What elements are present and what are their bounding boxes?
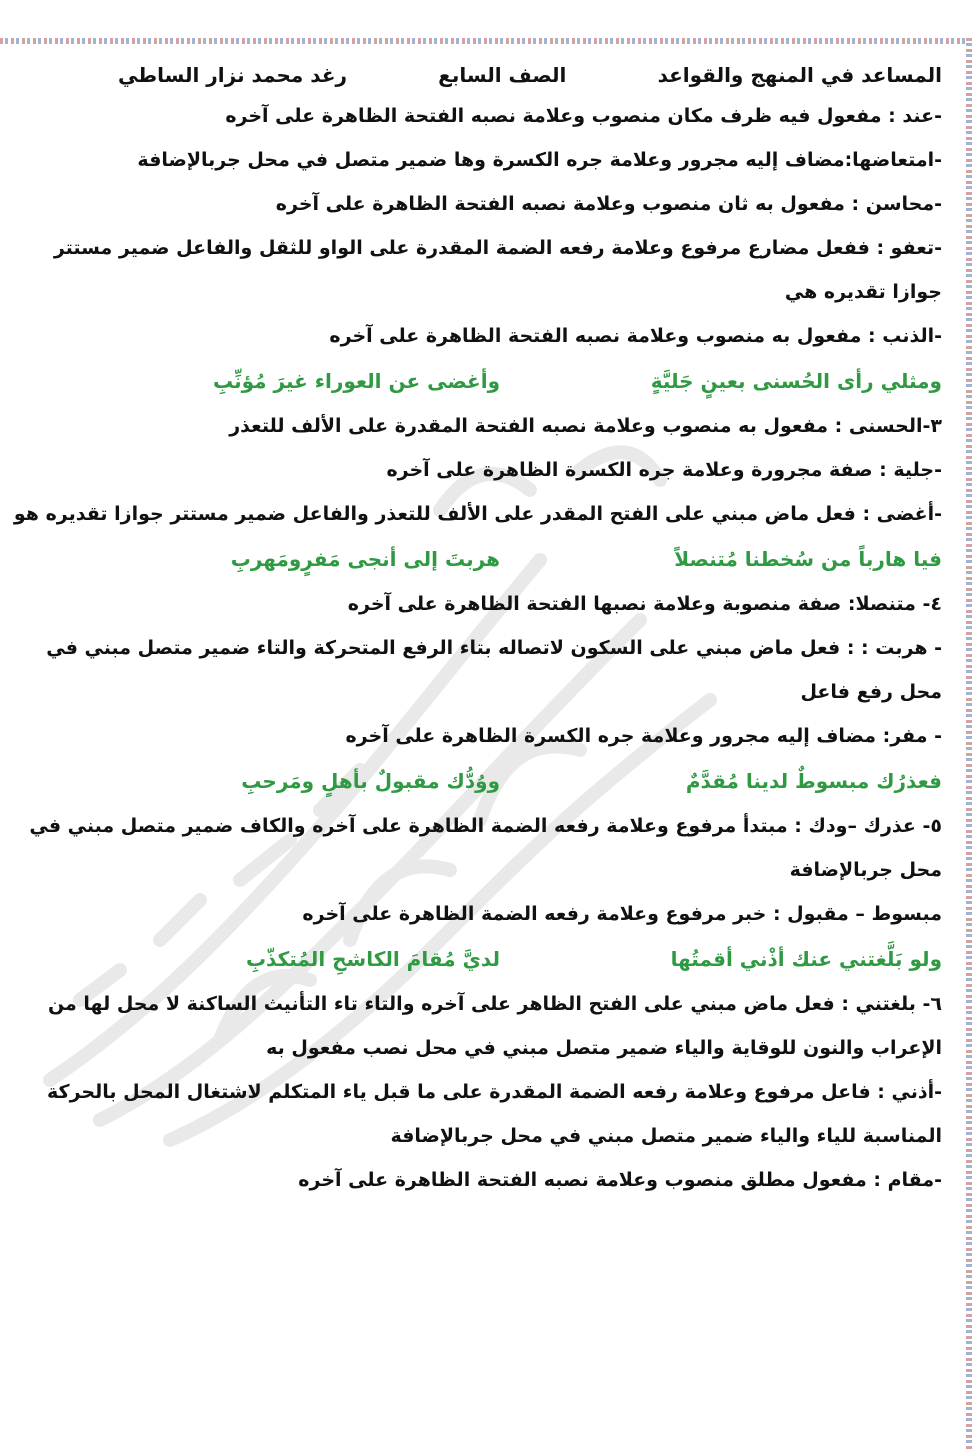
verse-second-hemistich: هربتَ إلى أنجى مَفرٍومَهربِ — [230, 547, 500, 571]
parsing-line: -محاسن : مفعول به ثان منصوب وعلامة نصبه الفتحة الظاهرة على آخره — [275, 193, 942, 215]
parsing-line: -أذني : فاعل مرفوع وعلامة رفعه الضمة المقدرة على ما قبل ياء المتكلم لاشتغال المحل بالحركة المناسبة للياء والياء ضمير متصل مبني في محل جربالإضافة — [47, 1081, 942, 1147]
parsing-line: -امتعاضها:مضاف إليه مجرور وعلامة جره الكسرة وها ضمير متصل في محل جربالإضافة — [137, 149, 942, 171]
parsing-line: -أغضى : فعل ماض مبني على الفتح المقدر على الألف للتعذر والفاعل ضمير مستتر جوازا تقديره هو — [13, 503, 942, 525]
parsing-line: -تعفو : ففعل مضارع مرفوع وعلامة رفعه الضمة المقدرة على الواو للثقل والفاعل ضمير مستتر جوازا تقديره هي — [53, 237, 942, 303]
parsing-line: -مقام : مفعول مطلق منصوب وعلامة نصبه الفتحة الظاهرة على آخره — [298, 1169, 942, 1191]
parsing-line: -جلية : صفة مجرورة وعلامة جره الكسرة الظاهرة على آخره — [386, 459, 942, 481]
poem-verse — [18, 758, 942, 804]
verse-second-hemistich: ووُدُّك مقبولٌ بأهلٍ ومَرحبِ — [241, 769, 500, 793]
parsing-line: مبسوط – مقبول : خبر مرفوع وعلامة رفعه الضمة الظاهرة على آخره — [302, 903, 942, 925]
poem-verse — [18, 358, 942, 404]
parsing-line: -الذنب : مفعول به منصوب وعلامة نصبه الفتحة الظاهرة على آخره — [329, 325, 942, 347]
verse-first-hemistich: فيا هارباً من سُخطنا مُتنصلاً — [674, 547, 942, 571]
page-header — [18, 56, 942, 94]
parsing-line: ٣-الحسنى : مفعول به منصوب وعلامة نصبه الفتحة المقدرة على الألف للتعذر — [229, 415, 942, 437]
poem-verse — [18, 936, 942, 982]
parsing-line: -عند : مفعول فيه ظرف مكان منصوب وعلامة نصبه الفتحة الظاهرة على آخره — [225, 105, 942, 127]
verse-second-hemistich: وأغضى عن العوراء غيرَ مُؤنِّبِ — [212, 369, 500, 393]
parsing-line: - مفر: مضاف إليه مجرور وعلامة جره الكسرة الظاهرة على آخره — [345, 725, 942, 747]
parsing-line: ٥- عذرك –ودك : مبتدأ مرفوع وعلامة رفعه الضمة الظاهرة على آخره والكاف ضمير متصل مبني في محل جربالإضافة — [29, 815, 942, 881]
verse-first-hemistich: ولو بَلَّغتني عنك أذْني أقمتُها — [670, 947, 942, 971]
poem-verse — [18, 536, 942, 582]
document-content — [13, 94, 942, 1202]
subject-title: المساعد في المنهج والقواعد — [657, 63, 942, 87]
verse-first-hemistich: ومثلي رأى الحُسنى بعينٍ جَليَّةٍ — [650, 369, 942, 393]
decorative-border-top — [0, 38, 968, 44]
parsing-line: - هربت : : فعل ماض مبني على السكون لاتصاله بتاء الرفع المتحركة والتاء ضمير متصل مبني في محل رفع فاعل — [46, 637, 942, 703]
document-page — [13, 56, 942, 1202]
verse-first-hemistich: فعذرُك مبسوطٌ لدينا مُقدَّمٌ — [685, 769, 942, 793]
author-name: رغد محمد نزار الساطي — [118, 63, 348, 87]
decorative-border-right — [966, 38, 972, 1450]
verse-second-hemistich: لديَّ مُقامَ الكاشحِ المُتكذّبِ — [245, 947, 500, 971]
parsing-line: ٤- متنصلا: صفة منصوبة وعلامة نصبها الفتحة الظاهرة على آخره — [347, 593, 942, 615]
parsing-line: ٦- بلغتني : فعل ماض مبني على الفتح الظاهر على آخره والتاء تاء التأنيث الساكنة لا محل لها من الإعراب والنون للوقاية والياء ضمير متصل مبني في محل نصب مفعول به — [47, 993, 942, 1059]
grade-label: الصف السابع — [438, 63, 567, 87]
